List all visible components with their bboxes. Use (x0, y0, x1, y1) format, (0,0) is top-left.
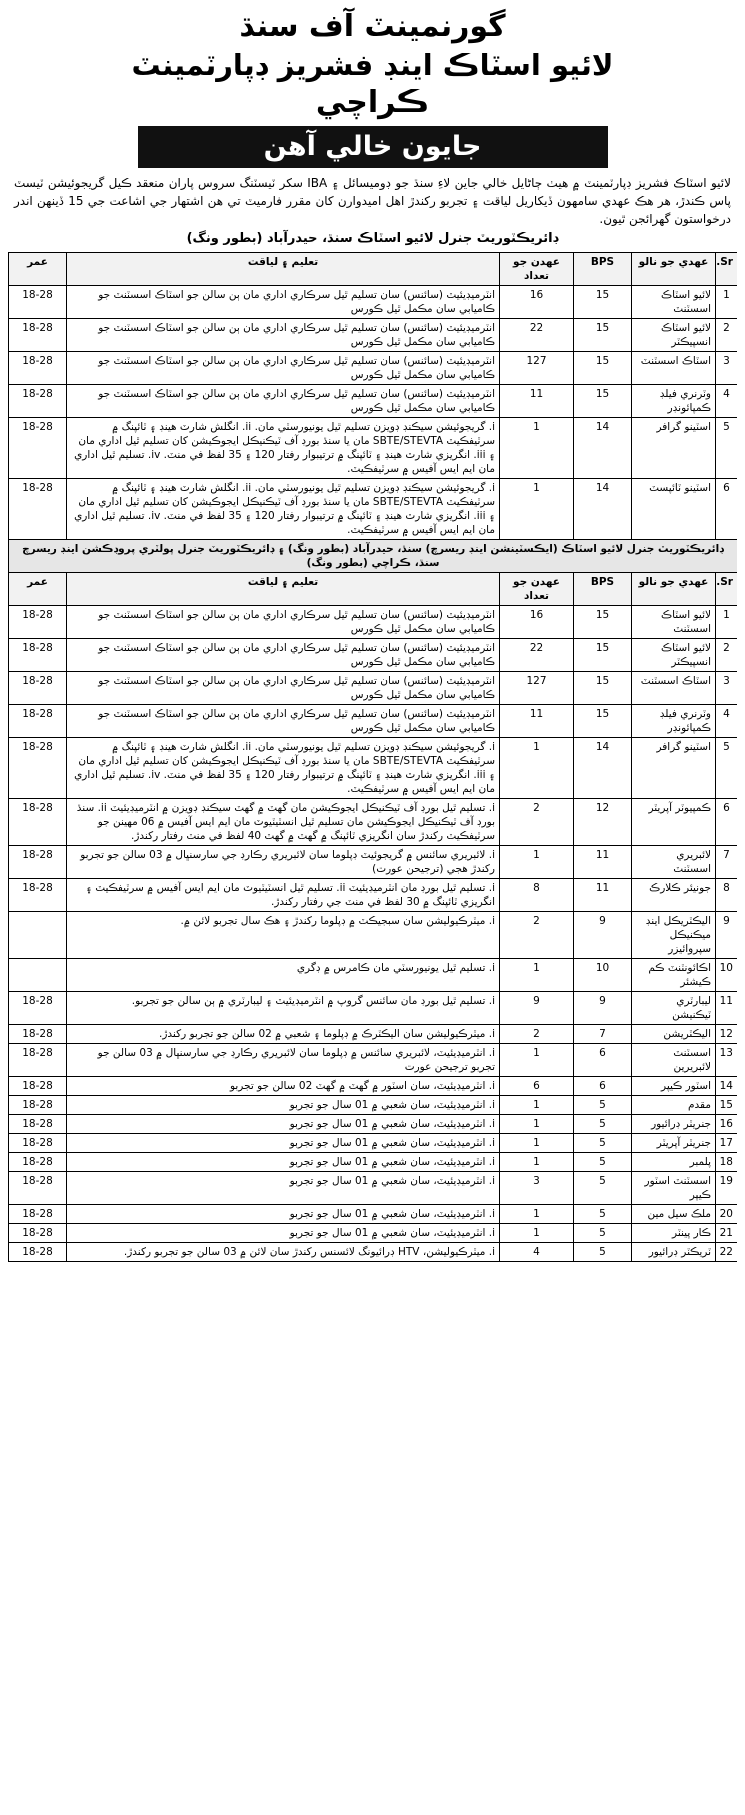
cell-count: 2 (500, 912, 574, 959)
cell-sr: 2 (716, 319, 738, 352)
cell-age: 18-28 (9, 879, 67, 912)
vacancy-tables (8, 252, 737, 1815)
advertisement-page (8, 8, 737, 1807)
cell-count: 127 (500, 672, 574, 705)
cell-count: 9 (500, 992, 574, 1025)
cell-age: 18-28 (9, 672, 67, 705)
cell-count: 1 (500, 1115, 574, 1134)
cell-sr: 2 (716, 639, 738, 672)
cell-age: 18-28 (9, 1224, 67, 1243)
col-count: عهدن جو تعداد (500, 253, 574, 286)
table-row (9, 352, 738, 385)
cell-post: وٽرنري فيلڊ ڪمپائونڊر (632, 705, 716, 738)
col-sr: Sr. (716, 573, 738, 606)
table-row (9, 1205, 738, 1224)
cell-bps: 5 (574, 1096, 632, 1115)
cell-count: 6 (500, 1077, 574, 1096)
cell-post: لائيو اسٽاڪ اسسٽنٽ (632, 606, 716, 639)
cell-qualification: انٽرميڊيئيٽ (سائنس) سان تسليم ٿيل سرڪاري اداري مان ٻن سالن جو اسٽاڪ اسسٽنٽ جو ڪاميابي سان مڪمل ٿيل ڪورس (67, 385, 500, 418)
cell-count: 1 (500, 479, 574, 540)
cell-count: 22 (500, 319, 574, 352)
cell-qualification: i. گريجوئيشن سيڪنڊ ڊويزن تسليم ٿيل يونيورسٽي مان. ii. انگلش شارٽ هينڊ ۽ ٽائپنگ ۾ سرٽيفڪيٽ SBTE/STEVTA مان يا سنڌ بورڊ آف ٽيڪنيڪل ايجوڪيشن کان تسليم ٿيل اداري مان ۽ iii. انگريزي شارٽ هينڊ ۽ ٽائپنگ ۾ ترتيبوار رفتار 120 ۽ 35 لفظ في منٽ. iv. تسليم ٿيل اداري مان ايم ايس آفيس ۾ سرٽيفڪيٽ. (67, 479, 500, 540)
table-row (9, 606, 738, 639)
cell-post: ٽريڪٽر ڊرائيور (632, 1243, 716, 1262)
cell-post: جنريٽر آپريٽر (632, 1134, 716, 1153)
cell-age: 18-28 (9, 352, 67, 385)
cell-sr: 3 (716, 352, 738, 385)
cell-age: 18-28 (9, 846, 67, 879)
cell-sr: 4 (716, 705, 738, 738)
cell-post: اسسٽنٽ لائبريرين (632, 1044, 716, 1077)
cell-bps: 15 (574, 672, 632, 705)
cell-count: 1 (500, 1096, 574, 1115)
cell-sr: 4 (716, 385, 738, 418)
table-row (9, 1077, 738, 1096)
cell-qualification: i. انٽرميڊيئيٽ، سان شعبي ۾ 01 سال جو تجربو (67, 1134, 500, 1153)
table-row (9, 879, 738, 912)
cell-bps: 14 (574, 479, 632, 540)
cell-bps: 11 (574, 879, 632, 912)
cell-post: اسٽينو ٽائپسٽ (632, 479, 716, 540)
cell-bps: 6 (574, 1077, 632, 1096)
cell-bps: 15 (574, 319, 632, 352)
cell-qualification: i. تسليم ٿيل يونيورسٽي مان ڪامرس ۾ ڊگري (67, 959, 500, 992)
cell-bps: 7 (574, 1025, 632, 1044)
cell-count: 4 (500, 1243, 574, 1262)
cell-bps: 15 (574, 606, 632, 639)
cell-bps: 5 (574, 1115, 632, 1134)
cell-count: 1 (500, 846, 574, 879)
cell-post: جونيئر ڪلارڪ (632, 879, 716, 912)
cell-sr: 6 (716, 799, 738, 846)
cell-post: مقدم (632, 1096, 716, 1115)
col-count: عهدن جو تعداد (500, 573, 574, 606)
table-row (9, 1224, 738, 1243)
cell-post: وٽرنري فيلڊ ڪمپائونڊر (632, 385, 716, 418)
cell-sr: 12 (716, 1025, 738, 1044)
cell-bps: 11 (574, 846, 632, 879)
cell-sr: 6 (716, 479, 738, 540)
cell-qualification: انٽرميڊيئيٽ (سائنس) سان تسليم ٿيل سرڪاري اداري مان ٻن سالن جو اسٽاڪ اسسٽنٽ جو ڪاميابي سان مڪمل ٿيل ڪورس (67, 705, 500, 738)
cell-count: 8 (500, 879, 574, 912)
cell-post: ڪمپيوٽر آپريٽر (632, 799, 716, 846)
cell-qualification: i. انٽرميڊيئيٽ، سان شعبي ۾ 01 سال جو تجربو (67, 1096, 500, 1115)
cell-count: 11 (500, 705, 574, 738)
cell-qualification: i. انٽرميڊيئيٽ، سان شعبي ۾ 01 سال جو تجربو (67, 1205, 500, 1224)
cell-age: 18-28 (9, 319, 67, 352)
col-age: عمر (9, 253, 67, 286)
cell-bps: 12 (574, 799, 632, 846)
cell-count: 2 (500, 799, 574, 846)
table-row (9, 1096, 738, 1115)
cell-sr: 7 (716, 846, 738, 879)
cell-qualification: انٽرميڊيئيٽ (سائنس) سان تسليم ٿيل سرڪاري اداري مان ٻن سالن جو اسٽاڪ اسسٽنٽ جو ڪاميابي سان مڪمل ٿيل ڪورس (67, 352, 500, 385)
cell-age: 18-28 (9, 385, 67, 418)
col-age: عمر (9, 573, 67, 606)
cell-post: اسٽينو گرافر (632, 418, 716, 479)
cell-sr: 1 (716, 286, 738, 319)
cell-bps: 5 (574, 1224, 632, 1243)
directorate-title-2: ڊائريڪٽوريٽ جنرل لائيو اسٽاڪ (ايڪسٽينشن اينڊ ريسرچ) سنڌ، حيدرآباد (بطور ونگ) ۽ ڊائريڪٽوريٽ جنرل پولٽري پروڊڪشن اينڊ ريسرچ سنڌ، ڪراچي (بطور ونگ) (9, 540, 738, 573)
cell-qualification: i. انٽرميڊيئيٽ، لائبريري سائنس ۾ ڊپلوما سان لائبريري رڪارڊ جي سارسنڀال ۾ 03 سالن جو تجربو ترجيحن عورت (67, 1044, 500, 1077)
cell-count: 1 (500, 1224, 574, 1243)
cell-qualification: i. انٽرميڊيئيٽ، سان شعبي ۾ 01 سال جو تجربو (67, 1153, 500, 1172)
table-row (9, 286, 738, 319)
cell-sr: 5 (716, 738, 738, 799)
cell-sr: 1 (716, 606, 738, 639)
cell-age (9, 959, 67, 992)
cell-sr: 5 (716, 418, 738, 479)
table-row (9, 799, 738, 846)
table-row (9, 418, 738, 479)
table-row (9, 705, 738, 738)
cell-post: ڪار پينٽر (632, 1224, 716, 1243)
cell-post: اسٽور ڪيپر (632, 1077, 716, 1096)
cell-count: 2 (500, 1025, 574, 1044)
col-bps: BPS (574, 573, 632, 606)
cell-count: 1 (500, 959, 574, 992)
cell-bps: 5 (574, 1205, 632, 1224)
intro-paragraph: لائيو اسٽاڪ فشريز ڊپارٽمينٽ ۾ هيٺ ڄاڻايل خالي جاين لاءِ سنڌ جو ڊوميسائل ۽ IBA سکر ٽيسٽنگ سروس پاران منعقد ڪيل گريجوئيشن ٽيسٽ پاس ڪندڙ، هر هڪ عهدي سامهون ڏيکاريل لياقت ۽ تجربو رکندڙ اهل اميدوارن کان مقرر فارميٽ تي هن اشتهار جي اشاعت جي 15 ڏينهن اندر درخواستون گهرائجن ٿيون. (14, 176, 731, 226)
cell-post: اليڪٽريشن (632, 1025, 716, 1044)
cell-post: لائبريري اسسٽنٽ (632, 846, 716, 879)
cell-qualification: i. تسليم ٿيل بورڊ آف ٽيڪنيڪل ايجوڪيشن مان گهٽ ۾ گهٽ سيڪنڊ ڊويزن ۾ انٽرميڊيئيٽ ii. سنڌ بورڊ آف ٽيڪنيڪل ايجوڪيشن مان تسليم ٿيل انسٽيٽيوٽ مان ايم ايس آفيس ۾ 06 مهينن جو سرٽيفڪيٽ رکندڙ سان انگريزي ٽائپنگ ۾ گهٽ ۾ گهٽ 40 لفظ في منٽ رفتار رکندڙ. (67, 799, 500, 846)
col-post: عهدي جو نالو (632, 253, 716, 286)
cell-age: 18-28 (9, 1115, 67, 1134)
cell-bps: 15 (574, 639, 632, 672)
cell-qualification: i. گريجوئيشن سيڪنڊ ڊويزن تسليم ٿيل يونيورسٽي مان. ii. انگلش شارٽ هينڊ ۽ ٽائپنگ ۾ سرٽيفڪيٽ SBTE/STEVTA مان يا سنڌ بورڊ آف ٽيڪنيڪل ايجوڪيشن کان تسليم ٿيل اداري مان ۽ iii. انگريزي شارٽ هينڊ ۽ ٽائپنگ ۾ ترتيبوار رفتار 120 ۽ 35 لفظ في منٽ. iv. تسليم ٿيل اداري مان ايم ايس آفيس ۾ سرٽيفڪيٽ. (67, 418, 500, 479)
cell-post: لائيو اسٽاڪ انسپيڪٽر (632, 639, 716, 672)
cell-sr: 22 (716, 1243, 738, 1262)
cell-age: 18-28 (9, 705, 67, 738)
table-row (9, 846, 738, 879)
table-header-row (9, 253, 738, 286)
cell-age: 18-28 (9, 1134, 67, 1153)
cell-sr: 16 (716, 1115, 738, 1134)
col-sr: Sr. (716, 253, 738, 286)
cell-sr: 9 (716, 912, 738, 959)
cell-age: 18-28 (9, 799, 67, 846)
col-bps: BPS (574, 253, 632, 286)
cell-bps: 9 (574, 992, 632, 1025)
table-row (9, 1134, 738, 1153)
cell-age: 18-28 (9, 639, 67, 672)
cell-sr: 18 (716, 1153, 738, 1172)
table-row (9, 912, 738, 959)
cell-qualification: i. گريجوئيشن سيڪنڊ ڊويزن تسليم ٿيل يونيورسٽي مان. ii. انگلش شارٽ هينڊ ۽ ٽائپنگ ۾ سرٽيفڪيٽ SBTE/STEVTA مان يا سنڌ بورڊ آف ٽيڪنيڪل ايجوڪيشن کان تسليم ٿيل اداري مان ۽ iii. انگريزي شارٽ هينڊ ۽ ٽائپنگ ۾ ترتيبوار رفتار 120 ۽ 35 لفظ في منٽ. iv. تسليم ٿيل اداري مان ايم ايس آفيس ۾ سرٽيفڪيٽ. (67, 738, 500, 799)
cell-count: 1 (500, 1153, 574, 1172)
vacancy-table (8, 252, 737, 1262)
cell-count: 1 (500, 738, 574, 799)
cell-bps: 6 (574, 1044, 632, 1077)
cell-post: اسسٽنٽ اسٽور ڪيپر (632, 1172, 716, 1205)
cell-bps: 14 (574, 738, 632, 799)
table-row (9, 672, 738, 705)
cell-post: لائيو اسٽاڪ انسپيڪٽر (632, 319, 716, 352)
cell-post: اڪائونٽنٽ ڪم ڪيشئر (632, 959, 716, 992)
cell-sr: 15 (716, 1096, 738, 1115)
cell-qualification: i. تسليم ٿيل بورڊ مان انٽرميڊيئيٽ ii. تسليم ٿيل انسٽيٽيوٽ مان ايم ايس آفيس ۾ سرٽيفڪيٽ ۽ انگريزي ٽائپنگ ۾ 30 لفظ في منٽ جي رفتار رکندڙ. (67, 879, 500, 912)
cell-sr: 8 (716, 879, 738, 912)
col-qualification: تعليم ۽ لياقت (67, 573, 500, 606)
cell-age (9, 912, 67, 959)
cell-post: ملڪ سيل مين (632, 1205, 716, 1224)
table-row (9, 1025, 738, 1044)
cell-bps: 15 (574, 705, 632, 738)
cell-qualification: انٽرميڊيئيٽ (سائنس) سان تسليم ٿيل سرڪاري اداري مان ٻن سالن جو اسٽاڪ اسسٽنٽ جو ڪاميابي سان مڪمل ٿيل ڪورس (67, 286, 500, 319)
table-row (9, 959, 738, 992)
cell-age: 18-28 (9, 479, 67, 540)
cell-post: ليبارٽري ٽيڪنيشن (632, 992, 716, 1025)
cell-post: اسٽينو گرافر (632, 738, 716, 799)
cell-age: 18-28 (9, 1205, 67, 1224)
directorate-title-1: ڊائريڪٽوريٽ جنرل لائيو اسٽاڪ سنڌ، حيدرآباد (بطور ونگ) (186, 231, 559, 246)
cell-qualification: انٽرميڊيئيٽ (سائنس) سان تسليم ٿيل سرڪاري اداري مان ٻن سالن جو اسٽاڪ اسسٽنٽ جو ڪاميابي سان مڪمل ٿيل ڪورس (67, 639, 500, 672)
table-row (9, 1153, 738, 1172)
cell-age: 18-28 (9, 1243, 67, 1262)
cell-qualification: i. ميٽرڪيوليشن سان اليڪٽرڪ ۾ ڊپلوما ۽ شعبي ۾ 02 سالن جو تجربو رکندڙ. (67, 1025, 500, 1044)
table-row (9, 639, 738, 672)
cell-post: جنريٽر ڊرائيور (632, 1115, 716, 1134)
cell-count: 3 (500, 1172, 574, 1205)
table-row (9, 1115, 738, 1134)
cell-count: 127 (500, 352, 574, 385)
cell-post: لائيو اسٽاڪ اسسٽنٽ (632, 286, 716, 319)
cell-qualification: انٽرميڊيئيٽ (سائنس) سان تسليم ٿيل سرڪاري اداري مان ٻن سالن جو اسٽاڪ اسسٽنٽ جو ڪاميابي سان مڪمل ٿيل ڪورس (67, 672, 500, 705)
cell-qualification: i. تسليم ٿيل بورڊ مان سائنس گروپ ۾ انٽرميڊيئيٽ ۽ ليبارٽري ۾ ٻن سالن جو تجربو. (67, 992, 500, 1025)
cell-qualification: انٽرميڊيئيٽ (سائنس) سان تسليم ٿيل سرڪاري اداري مان ٻن سالن جو اسٽاڪ اسسٽنٽ جو ڪاميابي سان مڪمل ٿيل ڪورس (67, 606, 500, 639)
header-city: ڪراچي (315, 85, 430, 120)
table-row (9, 1243, 738, 1262)
cell-qualification: i. لائبريري سائنس ۾ گريجوئيٽ ڊپلوما سان لائبريري رڪارڊ جي سارسنڀال ۾ 03 سالن جو تجربو رکندڙ هجي (ترجيحن عورت) (67, 846, 500, 879)
cell-count: 1 (500, 1205, 574, 1224)
cell-age: 18-28 (9, 1044, 67, 1077)
table-row (9, 1044, 738, 1077)
cell-qualification: i. انٽرميڊيئيٽ، سان شعبي ۾ 01 سال جو تجربو (67, 1115, 500, 1134)
cell-count: 1 (500, 1134, 574, 1153)
cell-sr: 17 (716, 1134, 738, 1153)
cell-sr: 19 (716, 1172, 738, 1205)
table-row (9, 992, 738, 1025)
cell-count: 11 (500, 385, 574, 418)
cell-age: 18-28 (9, 286, 67, 319)
cell-age: 18-28 (9, 1172, 67, 1205)
cell-sr: 13 (716, 1044, 738, 1077)
cell-sr: 20 (716, 1205, 738, 1224)
table-row (9, 319, 738, 352)
header-department: لائيو اسٽاڪ اينڊ فشريز ڊپارٽمينٽ (131, 48, 614, 82)
cell-age: 18-28 (9, 418, 67, 479)
cell-bps: 15 (574, 352, 632, 385)
cell-bps: 9 (574, 912, 632, 959)
cell-qualification: i. انٽرميڊيئيٽ، سان شعبي ۾ 01 سال جو تجربو (67, 1224, 500, 1243)
cell-age: 18-28 (9, 1153, 67, 1172)
cell-qualification: i. ميٽرڪيوليشن سان سبجيڪٽ ۾ ڊپلوما رکندڙ ۽ هڪ سال تجربو لائن ۾. (67, 912, 500, 959)
cell-count: 1 (500, 418, 574, 479)
table-row (9, 738, 738, 799)
cell-bps: 15 (574, 385, 632, 418)
cell-post: اسٽاڪ اسسٽنٽ (632, 672, 716, 705)
cell-bps: 5 (574, 1134, 632, 1153)
cell-bps: 5 (574, 1243, 632, 1262)
cell-sr: 11 (716, 992, 738, 1025)
col-post: عهدي جو نالو (632, 573, 716, 606)
cell-bps: 15 (574, 286, 632, 319)
cell-sr: 10 (716, 959, 738, 992)
cell-sr: 21 (716, 1224, 738, 1243)
vacancies-banner: جايون خالي آهن (138, 126, 608, 168)
cell-qualification: انٽرميڊيئيٽ (سائنس) سان تسليم ٿيل سرڪاري اداري مان ٻن سالن جو اسٽاڪ اسسٽنٽ جو ڪاميابي سان مڪمل ٿيل ڪورس (67, 319, 500, 352)
cell-count: 16 (500, 286, 574, 319)
cell-post: پلمبر (632, 1153, 716, 1172)
cell-count: 1 (500, 1044, 574, 1077)
cell-post: اليڪٽريڪل اينڊ ميڪنيڪل سپروائيزر (632, 912, 716, 959)
cell-sr: 3 (716, 672, 738, 705)
cell-age: 18-28 (9, 992, 67, 1025)
cell-sr: 14 (716, 1077, 738, 1096)
col-qualification: تعليم ۽ لياقت (67, 253, 500, 286)
table-row (9, 385, 738, 418)
cell-bps: 5 (574, 1153, 632, 1172)
cell-age: 18-28 (9, 1096, 67, 1115)
header-government: گورنمينٽ آف سنڌ (239, 9, 506, 44)
cell-qualification: i. انٽرميڊيئيٽ، سان شعبي ۾ 01 سال جو تجربو (67, 1172, 500, 1205)
cell-bps: 14 (574, 418, 632, 479)
table-row (9, 479, 738, 540)
cell-age: 18-28 (9, 1025, 67, 1044)
cell-bps: 10 (574, 959, 632, 992)
cell-count: 16 (500, 606, 574, 639)
cell-post: اسٽاڪ اسسٽنٽ (632, 352, 716, 385)
cell-bps: 5 (574, 1172, 632, 1205)
cell-age: 18-28 (9, 606, 67, 639)
cell-qualification: i. انٽرميڊيئيٽ، سان اسٽور ۾ گهٽ ۾ گهٽ 02 سالن جو تجربو (67, 1077, 500, 1096)
cell-age: 18-28 (9, 738, 67, 799)
cell-count: 22 (500, 639, 574, 672)
cell-qualification: i. ميٽرڪيوليشن، HTV ڊرائيونگ لائسنس رکندڙ سان لائن ۾ 03 سالن جو تجربو رکندڙ. (67, 1243, 500, 1262)
cell-age: 18-28 (9, 1077, 67, 1096)
directorate-title-2-row (9, 540, 738, 573)
table-row (9, 1172, 738, 1205)
table-header-row-2 (9, 573, 738, 606)
